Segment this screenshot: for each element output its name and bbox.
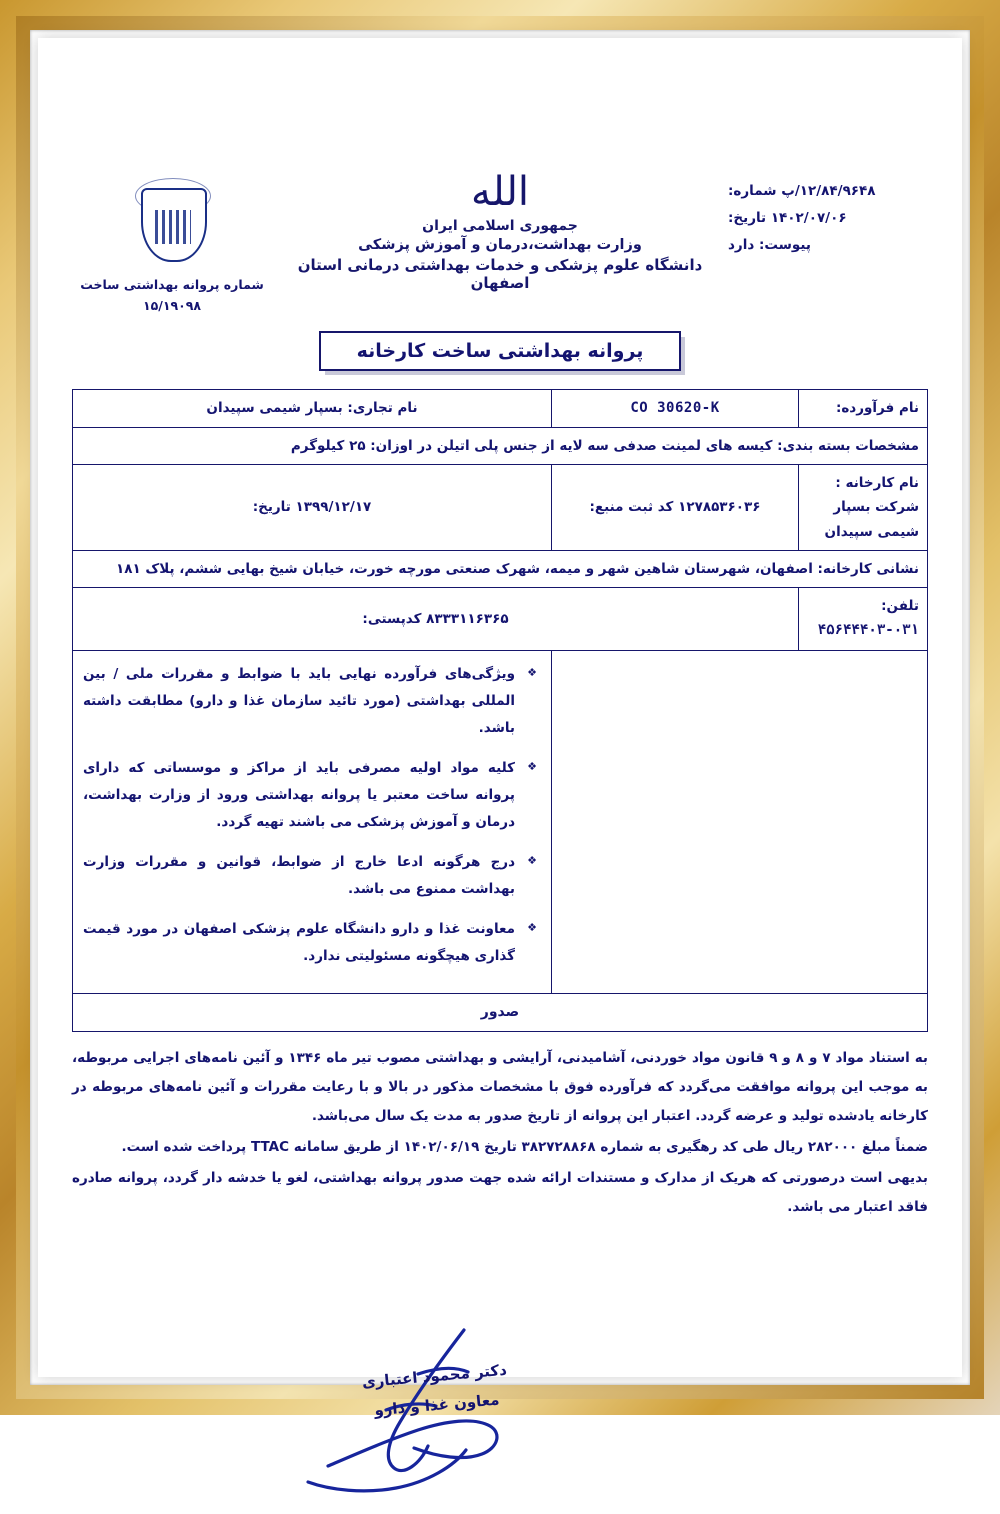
condition-item: ❖ ویژگی‌های فرآورده نهایی باید با ضوابط و مقررات ملی / بین المللی بهداشتی (مورد تائید سازمان غذا و دارو) مطابقت داشته باشد.: [83, 661, 537, 742]
phone-cell: [799, 588, 928, 650]
condition-item: ❖ معاونت غذا و دارو دانشگاه علوم پزشکی اصفهان در مورد قیمت گذاری هیچگونه مسئولیتی ندارد.: [83, 916, 537, 970]
table-row-contact: [73, 588, 928, 650]
signature-area: [72, 1314, 928, 1514]
product-label: نام فرآورده:: [799, 389, 928, 427]
body-paragraph-1: به استناد مواد ۷ و ۸ و ۹ قانون مواد خوردنی، آشامیدنی، آرایشی و بهداشتی مصوب تیر ماه ۱۳۴۶ و آئین نامه‌های اجرایی مربوطه، به موجب این پروانه موافقت می‌گردد که فرآورده فوق با مشخصات مذکور در بالا و با رعایت مقررات و آئین نامه‌های مربوطه در کارخانه یادشده تولید و عرضه گردد. اعتبار این پروانه از تاریخ صدور به مدت یک سال می‌باشد.: [72, 1044, 928, 1131]
iran-emblem-icon: الله: [272, 172, 728, 212]
reg-date-value: ۱۳۹۹/۱۲/۱۷: [296, 499, 372, 515]
source-code-label: کد ثبت منبع:: [589, 499, 673, 515]
header-logo-block: [72, 178, 272, 317]
org-line-3: دانشگاه علوم پزشکی و خدمات بهداشتی درمانی استان اصفهان: [272, 256, 728, 292]
issuance-label: صدور: [73, 993, 928, 1031]
header-number-value: ۱۲/۸۴/۹۶۴۸/پ: [781, 183, 875, 199]
table-row-issuance: [73, 993, 928, 1031]
product-code-value: CO 30620-K: [552, 389, 799, 427]
packaging-spec-value: مشخصات بسته بندی: کیسه های لمینت صدفی سه لایه از جنس پلی اتیلن در اوزان: ۲۵ کیلوگرم: [73, 427, 928, 464]
org-line-1: جمهوری اسلامی ایران: [272, 218, 728, 234]
header-date-label: تاریخ:: [728, 210, 766, 226]
header-date-value: ۱۴۰۲/۰۷/۰۶: [771, 210, 847, 226]
header-org-block: [272, 172, 728, 292]
document-header: [72, 38, 928, 317]
document-paper: [38, 38, 962, 1377]
body-paragraph-3: بدیهی است درصورتی که هریک از مدارک و مستندات ارائه شده جهت صدور پروانه بهداشتی، لغو یا خدشه دار گردد، پروانه صادره فاقد اعتبار می باشد.: [72, 1164, 928, 1222]
reg-date-cell: [73, 464, 552, 550]
payment-text-pre: ضمناً مبلغ ۲۸۲۰۰۰ ریال طی کد رهگیری به شماره ۳۸۲۷۲۸۸۶۸ تاریخ ۱۴۰۲/۰۶/۱۹ از طریق سامانه: [289, 1139, 928, 1155]
postal-label: کدپستی:: [362, 611, 421, 627]
source-code-cell: [552, 464, 799, 550]
postal-value: ۸۳۳۳۱۱۶۳۶۵: [426, 611, 508, 627]
title-area: [72, 331, 928, 383]
phone-label: تلفن:: [881, 598, 919, 614]
brand-name-value: نام تجاری: بسپار شیمی سپیدان: [73, 389, 552, 427]
license-number-value: ۱۵/۱۹۰۹۸: [72, 295, 272, 316]
postal-cell: [73, 588, 799, 650]
payment-text-post: پرداخت شده است.: [121, 1139, 251, 1155]
license-number-label: شماره پروانه بهداشتی ساخت: [72, 274, 272, 295]
table-row-conditions: [73, 650, 928, 993]
reg-date-label: تاریخ:: [253, 499, 291, 515]
condition-item: ❖ درج هرگونه ادعا خارج از ضوابط، قوانین و مقررات وزارت بهداشت ممنوع می باشد.: [83, 849, 537, 903]
condition-item: ❖ کلیه مواد اولیه مصرفی باید از مراکز و موسساتی که دارای پروانه ساخت معتبر یا پروانه بهداشتی ورود از وزارت بهداشت، درمان و آموزش پزشکی می باشند تهیه گردد.: [83, 755, 537, 836]
signer-role: معاون غذا و دارو: [363, 1384, 510, 1425]
factory-address-value: نشانی کارخانه: اصفهان، شهرستان شاهین شهر و میمه، شهرک صنعتی مورچه خورت، خیابان شیخ بهایی ششم، پلاک ۱۸۱: [73, 550, 928, 587]
header-attachment-row: [728, 232, 928, 259]
ttac-system-name: TTAC: [251, 1139, 289, 1155]
page-title: پروانه بهداشتی ساخت کارخانه: [319, 331, 682, 371]
certificate-details-table: [72, 389, 928, 1032]
conditions-ul: [83, 661, 537, 970]
university-seal-icon: [135, 178, 209, 266]
header-number-row: [728, 178, 928, 205]
license-number-block: [72, 274, 272, 317]
org-line-2: وزارت بهداشت،درمان و آموزش پزشکی: [272, 237, 728, 253]
body-text: [72, 1044, 928, 1222]
table-row-product: [73, 389, 928, 427]
header-date-row: [728, 205, 928, 232]
header-number-label: شماره:: [728, 183, 777, 199]
conditions-blank-cell: [552, 650, 928, 993]
conditions-list: [73, 650, 552, 993]
source-code-value: ۱۲۷۸۵۳۶۰۳۶: [678, 499, 760, 515]
factory-name-value: نام کارخانه : شرکت بسپار شیمی سپیدان: [799, 464, 928, 550]
table-row-address: [73, 550, 928, 587]
header-meta-block: [728, 178, 928, 259]
table-row-factory: [73, 464, 928, 550]
table-row-packaging: [73, 427, 928, 464]
phone-value: ۰۳۱-۴۵۶۴۴۴۰۳: [818, 622, 919, 638]
signer-name: دکتر محمود اعتباری: [361, 1356, 508, 1397]
body-paragraph-2: [72, 1133, 928, 1162]
header-attachment-value: دارد: [728, 237, 754, 253]
certificate-sheet: [38, 38, 962, 1377]
header-attachment-label: پیوست:: [759, 237, 811, 253]
